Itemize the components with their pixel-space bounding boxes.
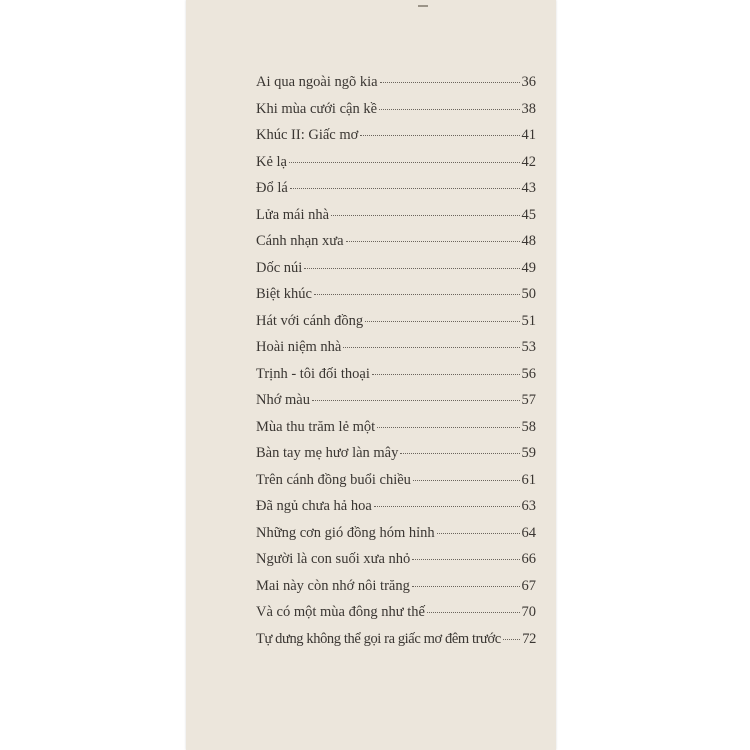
toc-entry-page-number: 43: [521, 180, 536, 196]
toc-entry-title: Mai này còn nhớ nôi trăng: [256, 577, 410, 594]
toc-entry: [256, 578, 536, 605]
toc-entry-title: Khi mùa cưới cận kề: [256, 100, 378, 117]
toc-entry: [256, 604, 536, 631]
toc-entry-title: Những cơn gió đồng hóm hỉnh: [256, 524, 435, 541]
toc-entry: [256, 525, 536, 552]
toc-entry: [256, 366, 536, 393]
dot-leader: [400, 453, 519, 454]
toc-entry-title: Người là con suối xưa nhỏ: [256, 551, 411, 567]
dot-leader: [412, 586, 520, 587]
dot-leader: [360, 135, 519, 136]
dot-leader: [312, 400, 520, 401]
toc-entry-title: Tự dưng không thể gọi ra giấc mơ đêm trước: [256, 630, 501, 647]
toc-entry: [256, 472, 536, 499]
toc-entry-page-number: 56: [521, 365, 536, 382]
toc-entry-page-number: 63: [521, 498, 536, 514]
toc-entry-title: Mùa thu trăm lẻ một: [256, 418, 376, 435]
toc-entry-title: Cánh nhạn xưa: [256, 233, 344, 249]
toc-entry-page-number: 72: [522, 630, 536, 647]
toc-entry-title: Biệt khúc: [256, 286, 312, 302]
toc-entry: [256, 551, 536, 578]
toc-entry-title: Dốc núi: [256, 259, 303, 276]
toc-entry-title: Lửa mái nhà: [256, 206, 330, 223]
toc-entry-title: Bàn tay mẹ hươ làn mây: [256, 445, 399, 461]
toc-entry-page-number: 36: [521, 74, 536, 90]
dot-leader: [304, 268, 519, 269]
toc-entry: [256, 498, 536, 525]
dot-leader: [346, 241, 520, 242]
toc-entry: [256, 392, 536, 419]
toc-entry-page-number: 70: [521, 604, 536, 620]
toc-entry-title: Nhớ màu: [256, 392, 310, 408]
dot-leader: [343, 347, 519, 348]
toc-entry-page-number: 53: [521, 339, 536, 355]
toc-entry-page-number: 66: [521, 551, 536, 567]
toc-entry-page-number: 41: [521, 127, 536, 143]
dot-leader: [331, 215, 519, 216]
toc-entry: [256, 339, 536, 366]
dot-leader: [503, 639, 521, 640]
toc-entry-page-number: 45: [521, 206, 536, 223]
toc-entry-title: Khúc II: Giấc mơ: [256, 127, 359, 143]
table-of-contents: [256, 74, 536, 657]
toc-entry-title: Hoài niệm nhà: [256, 339, 342, 355]
toc-entry-page-number: 49: [521, 259, 536, 276]
toc-entry: [256, 419, 536, 446]
toc-entry-title: Đổ lá: [256, 180, 288, 196]
toc-entry-page-number: 42: [521, 153, 536, 170]
dot-leader: [314, 294, 520, 295]
toc-entry-page-number: 57: [521, 392, 536, 408]
toc-entry: [256, 445, 536, 472]
toc-entry-title: Và có một mùa đông như thế: [256, 604, 425, 620]
toc-entry: [256, 233, 536, 260]
toc-entry: [256, 286, 536, 313]
dot-leader: [290, 188, 520, 189]
toc-entry: [256, 207, 536, 234]
dot-leader: [379, 109, 519, 110]
toc-entry: [256, 74, 536, 101]
toc-entry-title: Đã ngủ chưa hả hoa: [256, 498, 372, 514]
toc-entry-page-number: 61: [521, 471, 536, 488]
toc-entry-page-number: 58: [521, 418, 536, 435]
toc-entry-page-number: 48: [521, 233, 536, 249]
toc-entry-page-number: 51: [521, 312, 536, 329]
toc-entry: [256, 101, 536, 128]
dot-leader: [437, 533, 520, 534]
dot-leader: [413, 480, 520, 481]
toc-entry-title: Kẻ lạ: [256, 153, 287, 170]
toc-entry-page-number: 50: [521, 286, 536, 302]
toc-entry: [256, 631, 536, 658]
toc-entry: [256, 260, 536, 287]
top-mark: [418, 5, 428, 7]
toc-entry: [256, 180, 536, 207]
dot-leader: [374, 506, 520, 507]
toc-entry-page-number: 38: [521, 100, 536, 117]
toc-entry-page-number: 59: [521, 445, 536, 461]
dot-leader: [289, 162, 520, 163]
toc-entry-page-number: 67: [521, 577, 536, 594]
book-page: [186, 0, 556, 750]
toc-entry-title: Hát với cánh đồng: [256, 312, 364, 329]
toc-entry-title: Trên cánh đồng buổi chiều: [256, 471, 411, 488]
dot-leader: [427, 612, 520, 613]
dot-leader: [365, 321, 519, 322]
dot-leader: [377, 427, 519, 428]
toc-entry: [256, 313, 536, 340]
toc-entry-title: Trịnh - tôi đối thoại: [256, 365, 370, 382]
dot-leader: [412, 559, 519, 560]
toc-entry: [256, 127, 536, 154]
toc-entry-title: Ai qua ngoài ngõ kia: [256, 74, 378, 90]
dot-leader: [372, 374, 520, 375]
toc-entry-page-number: 64: [521, 524, 536, 541]
toc-entry: [256, 154, 536, 181]
dot-leader: [380, 82, 520, 83]
